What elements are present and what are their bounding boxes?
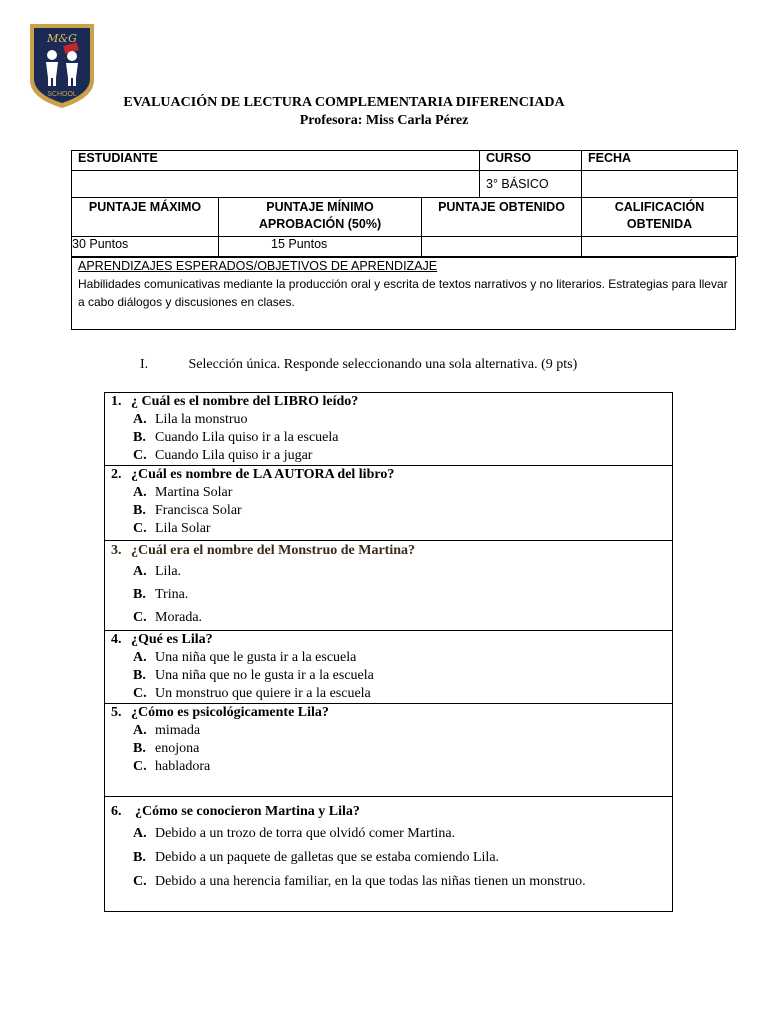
objectives-heading: APRENDIZAJES ESPERADOS/OBJETIVOS DE APRENDIZAJE (78, 259, 438, 273)
date-field[interactable] (582, 171, 738, 198)
course-value: 3° BÁSICO (480, 171, 582, 198)
questions-box (104, 392, 673, 912)
question-title: 4. ¿Qué es Lila? (111, 632, 213, 647)
option-b[interactable]: B. enojona (133, 741, 200, 756)
question-title: 3. ¿Cuál era el nombre del Monstruo de Martina? (111, 543, 415, 558)
option-c[interactable]: C. habladora (133, 759, 211, 774)
question-2 (105, 466, 672, 541)
question-title: 2. ¿Cuál es nombre de LA AUTORA del libro? (111, 467, 395, 482)
question-title: 6. ¿Cómo se conocieron Martina y Lila? (111, 804, 360, 819)
option-b[interactable]: B. Francisca Solar (133, 503, 242, 518)
student-label: ESTUDIANTE (72, 151, 480, 171)
option-c[interactable]: C. Un monstruo que quiere ir a la escuela (133, 686, 371, 701)
option-b[interactable]: B. Cuando Lila quiso ir a la escuela (133, 430, 339, 445)
option-a[interactable]: A. Martina Solar (133, 485, 233, 500)
student-info-table (71, 150, 738, 257)
option-a[interactable]: A. Una niña que le gusta ir a la escuela (133, 650, 357, 665)
question-title: 5. ¿Cómo es psicológicamente Lila? (111, 705, 329, 720)
question-5 (105, 704, 672, 797)
option-a[interactable]: A. Lila. (133, 564, 182, 579)
min-score-label-line1: PUNTAJE MÍNIMO (266, 200, 374, 214)
option-b[interactable]: B. Debido a un paquete de galletas que se estaba comiendo Lila. (133, 850, 500, 865)
course-label: CURSO (480, 151, 582, 171)
objectives-text: Habilidades comunicativas mediante la producción oral y escrita de textos narrativos y no literarios. Estrategias para llevar a cabo diálogos y discusiones en clases. (78, 277, 728, 309)
option-a[interactable]: A. mimada (133, 723, 201, 738)
question-4 (105, 631, 672, 704)
grade-label-line2: OBTENIDA (626, 217, 693, 231)
option-a[interactable]: A. Lila la monstruo (133, 412, 248, 427)
max-score-value: 30 Puntos (72, 237, 219, 257)
obtained-score-label (422, 198, 582, 237)
option-c[interactable]: C. Debido a una herencia familiar, en la que todas las niñas tienen un monstruo. (133, 874, 586, 889)
obtained-score-label-text: PUNTAJE OBTENIDO (438, 200, 565, 214)
min-score-label (219, 198, 422, 237)
section-text: Selección única. Responde seleccionando una sola alternativa. (9 pts) (188, 357, 578, 372)
grade-field[interactable] (582, 237, 738, 257)
question-6 (105, 797, 672, 911)
logo-text-bottom: SCHOOL (47, 91, 77, 98)
min-score-label-line2: APROBACIÓN (50%) (258, 217, 382, 231)
max-score-label-text: PUNTAJE MÁXIMO (88, 200, 202, 214)
max-score-label (72, 198, 219, 237)
grade-label (582, 198, 738, 237)
section-instructions (140, 357, 577, 373)
option-c[interactable]: C. Cuando Lila quiso ir a jugar (133, 448, 313, 463)
section-number: I. (140, 357, 149, 372)
option-b[interactable]: B. Una niña que no le gusta ir a la escuela (133, 668, 374, 683)
teacher-name: Profesora: Miss Carla Pérez (299, 113, 469, 128)
option-c[interactable]: C. Lila Solar (133, 521, 211, 536)
date-label: FECHA (582, 151, 738, 171)
student-field[interactable] (72, 171, 480, 198)
grade-label-line1: CALIFICACIÓN (614, 200, 705, 214)
question-1 (105, 393, 672, 466)
option-a[interactable]: A. Debido a un trozo de torra que olvidó comer Martina. (133, 826, 456, 841)
logo-text-top: M&G (47, 32, 77, 45)
question-3 (105, 542, 672, 631)
option-c[interactable]: C. Morada. (133, 610, 203, 625)
objectives-box (71, 257, 736, 330)
obtained-score-field[interactable] (422, 237, 582, 257)
option-b[interactable]: B. Trina. (133, 587, 189, 602)
min-score-value: 15 Puntos (219, 237, 422, 257)
question-title: 1. ¿ Cuál es el nombre del LIBRO leído? (111, 394, 359, 409)
exam-title: EVALUACIÓN DE LECTURA COMPLEMENTARIA DIFERENCIADA (123, 95, 565, 110)
